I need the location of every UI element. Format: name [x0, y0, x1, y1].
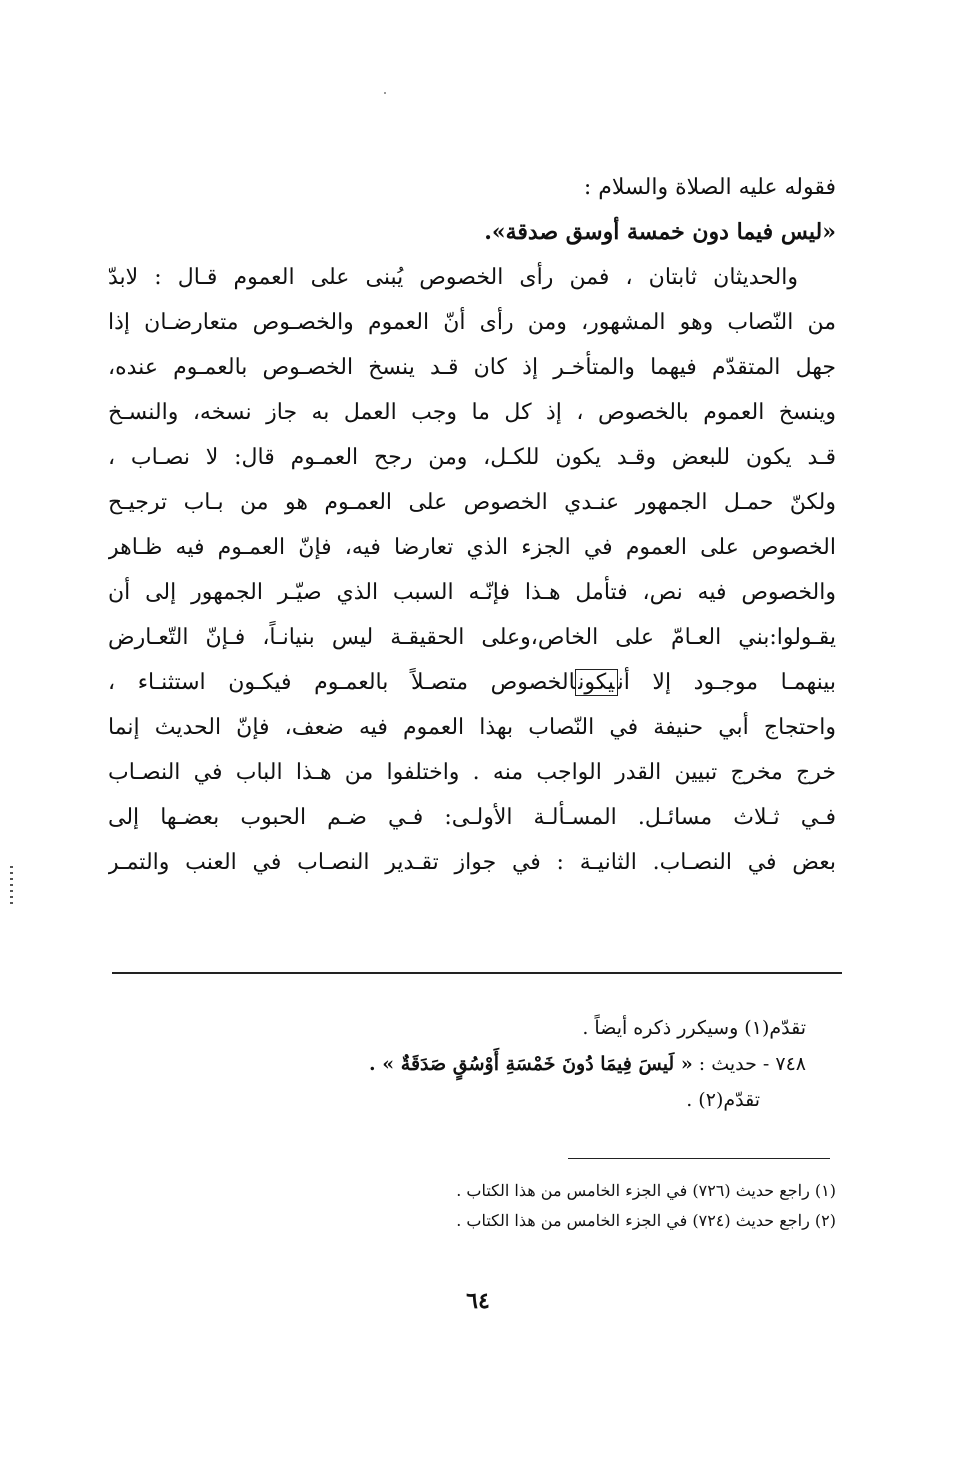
page-number: ٦٤: [466, 1288, 490, 1314]
paragraph-line: واحتجاج أبي حنيفة في النّصاب بهذا العموم فيه ضعف، فإنّ الحديث إنما: [108, 715, 836, 740]
paragraph-line: الخصوص على العموم في الجزء الذي تعارضا فيه، فإنّ العمـوم فيه ظـاهر: [108, 535, 836, 560]
paragraph-line: ولكنّ حمـل الجمهور عنـدي الخصوص على العمـوم هو من بـاب ترجيـح: [108, 490, 836, 515]
main-divider-line: [112, 972, 842, 974]
footnotes: [300, 1176, 836, 1236]
commentary-block: [200, 1010, 806, 1118]
bracket-line-end: الخصوص متصـلاً بالعمـوم فيكـون استثنـاء ،: [108, 670, 576, 695]
footnote-divider-line: [568, 1158, 830, 1159]
paragraph-line: فـي ثـلاث مسائـل. المسـألـة الأولـى: فـي ضـم الحبوب بعضـها إلى: [108, 805, 836, 830]
paragraph-line: جهل المتقدّم فيهما والمتأخـر إذ كان قـد ينسخ الخصـوص بالعمـوم عنده،: [108, 355, 836, 380]
hadith-text: « لَيسَ فِيمَا دُونَ خَمْسَةِ أَوْسُقٍ صَدَقَةٌ » .: [369, 1053, 693, 1075]
note-line-1: تقدّم(١) وسيكرر ذكره أيضاً .: [582, 1017, 806, 1039]
bracket-line-start: بينهمـا موجـود إلا أن: [617, 670, 836, 695]
paragraph-line: والحديثان ثابتان ، فمن رأى الخصوص يُبنى على العموم قـال : لابدّ: [108, 265, 798, 290]
footnote-1: (١) راجع حديث (٧٢٦) في الجزء الخامس من هذا الكتاب .: [456, 1181, 836, 1200]
bracketed-word: يكون: [575, 669, 617, 696]
scan-speck: [384, 92, 386, 94]
paragraph-line: من النّصاب وهو المشهور، ومن رأى أنّ العموم والخصـوص متعارضـان إذا: [108, 310, 836, 335]
scan-edge-mark: [10, 866, 13, 904]
paragraph-line: قـد يكون للبعض وقـد يكون للكـل، ومن رجح العمـوم قال: لا نصـاب ،: [108, 445, 836, 470]
paragraph-line: خرج مخرج تبيين القدر الواجب منه . واختلفوا من هـذا الباب في النصـاب: [108, 760, 836, 785]
paragraph-line: بعض في النصـاب. الثانيـة : في جواز تقـدير النصـاب في العنب والتمـر: [108, 850, 836, 875]
paragraph-line: يقـولوا:بني العـامّ على الخاص،وعلى الحقيقـة ليس بنيانـاً، فـإنّ التّعـارض: [108, 625, 836, 650]
paragraph-line-bracket: [108, 660, 836, 705]
paragraph-line: وينسخ العموم بالخصوص ، إذ كل ما وجب العمل به جاز نسخه، والنسـخ: [108, 400, 836, 425]
main-text-block: [108, 165, 836, 885]
hadith-entry: [200, 1046, 806, 1082]
intro-line: فقوله عليه الصلاة والسلام :: [583, 175, 836, 200]
hadith-quote: «ليس فيما دون خمسة أوسق صدقة».: [484, 219, 836, 245]
footnote-2: (٢) راجع حديث (٧٢٤) في الجزء الخامس من هذا الكتاب .: [456, 1211, 836, 1230]
hadith-number: ٧٤٨ - حديث :: [698, 1053, 806, 1075]
paragraph-line: والخصوص فيه نص، فتأمل هـذا فإنّـه السبب الذي صيّـر الجمهور إلى أن: [108, 580, 836, 605]
note-line-3: تقدّم(٢) .: [686, 1089, 760, 1111]
